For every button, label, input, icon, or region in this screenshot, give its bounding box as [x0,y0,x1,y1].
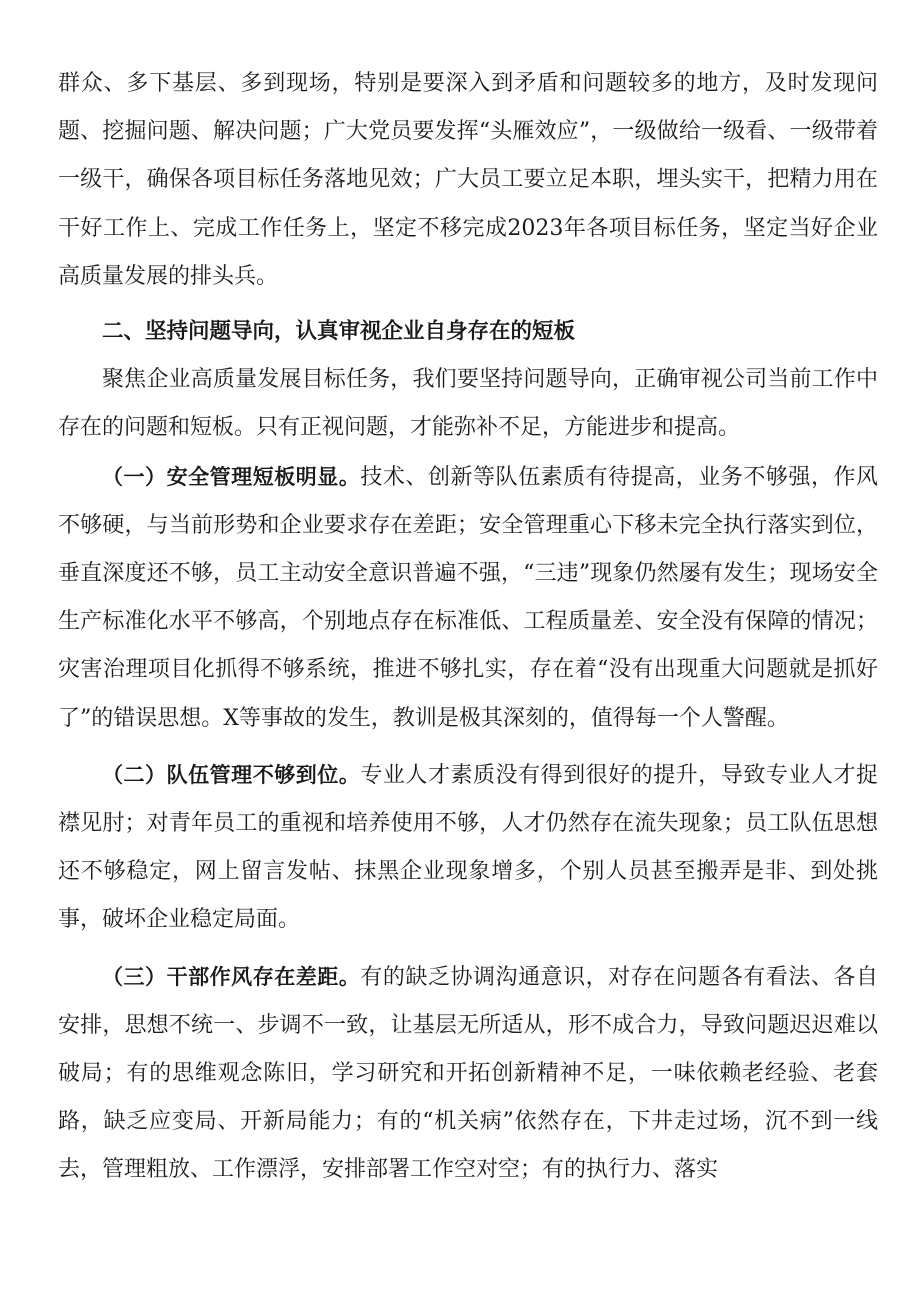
item-body-3: 有的缺乏协调沟通意识，对存在问题各有看法、各自安排，思想不统一、步调不一致，让基层无所适从，形不成合力，导致问题迟迟难以破局；有的思维观念陈旧，学习研究和开拓创新精神不足，一味依赖老经验、老套路，缺乏应变局、开新局能力；有的“机关病”依然存在，下井走过场，沉不到一线去，管理粗放、工作漂浮，安排部署工作空对空；有的执行力、落实 [58,964,878,1183]
item-paragraph-3 [58,953,878,1195]
document-body [58,60,878,1195]
item-heading-2: （二）队伍管理不够到位。 [102,762,361,787]
item-paragraph-2 [58,751,878,945]
continuation-paragraph: 群众、多下基层、多到现场，特别是要深入到矛盾和问题较多的地方，及时发现问题、挖掘问题、解决问题；广大党员要发挥“头雁效应”，一级做给一级看、一级带着一级干，确保各项目标任务落地见效；广大员工要立足本职，埋头实干，把精力用在干好工作上、完成工作任务上，坚定不移完成2023年各项目标任务，坚定当好企业高质量发展的排头兵。 [58,71,878,289]
item-body-2: 专业人才素质没有得到很好的提升，导致专业人才捉襟见肘；对青年员工的重视和培养使用不够，人才仍然存在流失现象；员工队伍思想还不够稳定，网上留言发帖、抹黑企业现象增多，个别人员甚至搬弄是非、到处挑事，破坏企业稳定局面。 [58,762,878,933]
item-heading-1: （一）安全管理短板明显。 [102,464,361,489]
item-body-1: 技术、创新等队伍素质有待提高，业务不够强，作风不够硬，与当前形势和企业要求存在差距；安全管理重心下移未完全执行落实到位，垂直深度还不够，员工主动安全意识普遍不强，“三违”现象仍然屡有发生；现场安全生产标准化水平不够高，个别地点存在标准低、工程质量差、安全没有保障的情况；灾害治理项目化抓得不够系统，推进不够扎实，存在着“没有出现重大问题就是抓好了”的错误思想。X等事故的发生，教训是极其深刻的，值得每一个人警醒。 [58,464,878,731]
item-paragraph-1 [58,453,878,743]
item-heading-3: （三）干部作风存在差距。 [102,964,361,989]
intro-paragraph: 聚焦企业高质量发展目标任务，我们要坚持问题导向，正确审视公司当前工作中存在的问题和短板。只有正视问题，才能弥补不足，方能进步和提高。 [58,367,878,441]
section-heading: 二、坚持问题导向，认真审视企业自身存在的短板 [102,319,576,345]
